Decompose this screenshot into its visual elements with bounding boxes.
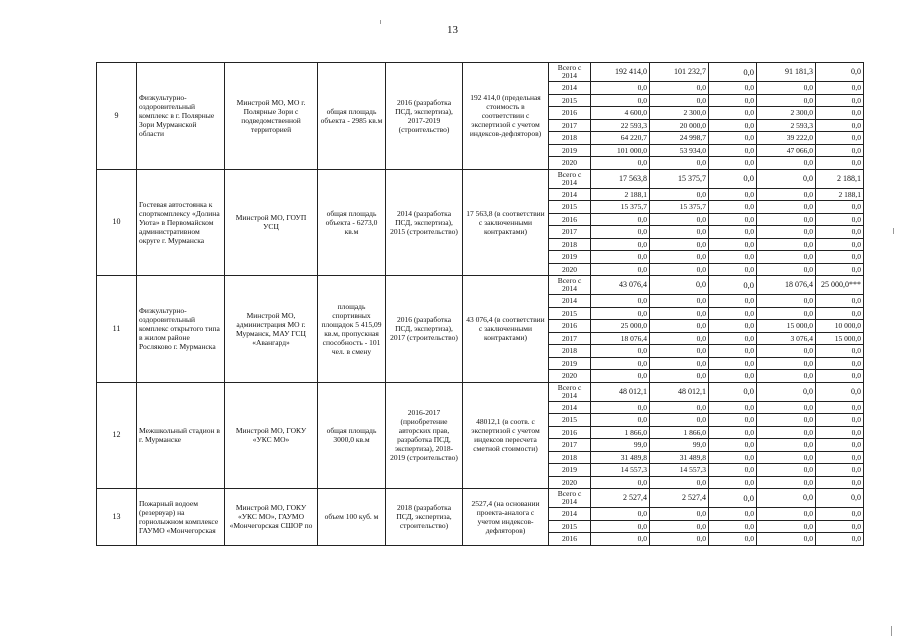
value-cell: 0,0 [650,533,709,546]
table-row [97,382,864,401]
value-cell: 0,0 [757,426,816,439]
value-cell: 15 375,7 [650,169,709,188]
value-cell: 31 489,8 [591,451,650,464]
value-cell: 0,0 [709,213,757,226]
year-cell: Всего с 2014 [549,169,591,188]
value-cell: 0,0 [709,426,757,439]
value-cell: 0,0 [709,401,757,414]
value-cell: 0,0 [591,213,650,226]
value-cell: 0,0 [591,251,650,264]
value-cell: 0,0 [709,119,757,132]
value-cell: 2 527,4 [591,489,650,508]
year-cell: 2016 [549,107,591,120]
year-cell: 2016 [549,213,591,226]
value-cell: 0,0 [757,201,816,214]
year-cell: 2016 [549,426,591,439]
object-capacity: общая площадь 3000,0 кв.м [318,382,386,489]
value-cell: 0,0 [591,263,650,276]
value-cell: 101 000,0 [591,144,650,157]
object-cost: 192 414,0 (предельная стоимость в соответствии с экспертизой с учетом индексов-дефляторов) [463,63,549,170]
year-cell: 2020 [549,157,591,170]
value-cell: 0,0 [757,94,816,107]
value-cell: 2 188,1 [816,169,864,188]
value-cell: 0,0 [650,94,709,107]
value-cell: 0,0 [650,226,709,239]
object-number: 12 [97,382,137,489]
value-cell: 0,0 [709,370,757,383]
table-row [97,63,864,82]
value-cell: 0,0 [816,533,864,546]
value-cell: 17 563,8 [591,169,650,188]
value-cell: 0,0 [650,401,709,414]
object-name: Пожарный водоем (резервуар) на горнолыжном комплексе ГАУМО «Мончегорская [137,489,225,546]
value-cell: 0,0 [757,401,816,414]
value-cell: 0,0 [591,520,650,533]
value-cell: 1 866,0 [591,426,650,439]
table-row [97,489,864,508]
value-cell: 0,0 [757,357,816,370]
value-cell: 0,0 [816,119,864,132]
value-cell: 0,0 [591,82,650,95]
object-cost: 48012,1 (в соотв. с экспертизой с учетом индексов пересчета сметной стоимости) [463,382,549,489]
value-cell: 0,0 [816,464,864,477]
year-cell: 2020 [549,370,591,383]
value-cell: 0,0 [757,263,816,276]
value-cell: 0,0 [650,276,709,295]
value-cell: 53 934,0 [650,144,709,157]
value-cell: 0,0 [816,157,864,170]
scan-mark [380,20,381,24]
value-cell: 0,0 [709,520,757,533]
object-period: 2018 (разработка ПСД, экспертиза, строительство) [386,489,463,546]
object-customer: Минстрой МО, ГОКУ «УКС МО», ГАУМО «Мончегорская СШОР по [225,489,318,546]
value-cell: 0,0 [757,157,816,170]
value-cell: 0,0 [816,345,864,358]
object-customer: Минстрой МО, ГОКУ «УКС МО» [225,382,318,489]
year-cell: 2019 [549,251,591,264]
value-cell: 0,0 [816,439,864,452]
value-cell: 0,0 [709,226,757,239]
value-cell: 0,0 [757,169,816,188]
object-capacity: объем 100 куб. м [318,489,386,546]
value-cell: 0,0 [816,414,864,427]
value-cell: 0,0 [650,238,709,251]
value-cell: 0,0 [757,451,816,464]
value-cell: 25 000,0 [591,320,650,333]
value-cell: 3 076,4 [757,332,816,345]
object-name: Физкультурно-оздоровительный комплекс открытого типа в жилом районе Росляково г. Мурманска [137,276,225,383]
year-cell: 2019 [549,144,591,157]
year-cell: 2017 [549,439,591,452]
year-cell: 2015 [549,520,591,533]
value-cell: 0,0 [816,251,864,264]
value-cell: 0,0 [816,201,864,214]
scan-mark [891,626,892,636]
value-cell: 0,0 [709,82,757,95]
object-cost: 2527,4 (на основании проекта-аналога с учетом индексов-дефляторов) [463,489,549,546]
value-cell: 0,0 [816,382,864,401]
value-cell: 2 527,4 [650,489,709,508]
value-cell: 0,0 [709,169,757,188]
value-cell: 15 375,7 [591,201,650,214]
value-cell: 0,0 [709,345,757,358]
value-cell: 0,0 [709,263,757,276]
value-cell: 0,0 [650,157,709,170]
value-cell: 0,0 [709,63,757,82]
table-row [97,169,864,188]
value-cell: 0,0 [591,357,650,370]
value-cell: 0,0 [757,238,816,251]
value-cell: 0,0 [816,357,864,370]
value-cell: 0,0 [816,213,864,226]
value-cell: 0,0 [709,489,757,508]
value-cell: 0,0 [709,464,757,477]
value-cell: 91 181,3 [757,63,816,82]
year-cell: 2017 [549,226,591,239]
value-cell: 0,0 [650,508,709,521]
object-number: 13 [97,489,137,546]
value-cell: 2 188,1 [591,188,650,201]
value-cell: 0,0 [709,107,757,120]
value-cell: 0,0 [757,464,816,477]
value-cell: 0,0 [591,226,650,239]
year-cell: 2020 [549,263,591,276]
page-number: 13 [447,24,458,36]
year-cell: 2015 [549,201,591,214]
value-cell: 0,0 [757,508,816,521]
value-cell: 0,0 [650,320,709,333]
year-cell: 2017 [549,119,591,132]
object-period: 2016 (разработка ПСД, экспертиза), 2017-2019 (строительство) [386,63,463,170]
year-cell: Всего с 2014 [549,382,591,401]
table-row [97,276,864,295]
value-cell: 0,0 [757,533,816,546]
value-cell: 101 232,7 [650,63,709,82]
object-capacity: площадь спортивных площадок 5 415,09 кв.м, пропускная способность - 101 чел. в смену [318,276,386,383]
value-cell: 0,0 [757,345,816,358]
value-cell: 0,0 [650,414,709,427]
value-cell: 0,0 [650,307,709,320]
object-name: Физкультурно-оздоровительный комплекс в г. Полярные Зори Мурманской области [137,63,225,170]
value-cell: 0,0 [709,144,757,157]
value-cell: 0,0 [816,426,864,439]
value-cell: 0,0 [757,382,816,401]
value-cell: 1 866,0 [650,426,709,439]
scan-mark [893,228,894,234]
value-cell: 0,0 [709,320,757,333]
value-cell: 0,0 [816,263,864,276]
value-cell: 0,0 [709,276,757,295]
value-cell: 15 000,0 [816,332,864,345]
year-cell: 2019 [549,357,591,370]
value-cell: 0,0 [757,295,816,308]
value-cell: 48 012,1 [650,382,709,401]
value-cell: 14 557,3 [650,464,709,477]
value-cell: 0,0 [757,251,816,264]
value-cell: 0,0 [816,144,864,157]
year-cell: 2015 [549,414,591,427]
value-cell: 0,0 [709,295,757,308]
value-cell: 43 076,4 [591,276,650,295]
value-cell: 10 000,0 [816,320,864,333]
object-capacity: общая площадь объекта - 6273,0 кв.м [318,169,386,276]
value-cell: 0,0 [816,226,864,239]
year-cell: 2017 [549,332,591,345]
value-cell: 0,0 [650,370,709,383]
value-cell: 0,0 [757,414,816,427]
value-cell: 0,0 [591,94,650,107]
value-cell: 0,0 [591,533,650,546]
year-cell: 2018 [549,238,591,251]
value-cell: 0,0 [757,489,816,508]
object-number: 11 [97,276,137,383]
object-number: 10 [97,169,137,276]
value-cell: 0,0 [709,201,757,214]
value-cell: 64 220,7 [591,132,650,145]
object-name: Гостевая автостоянка к спорткомплексу «Долина Уюта» в Первомайском административном округе г. Мурманска [137,169,225,276]
year-cell: Всего с 2014 [549,276,591,295]
object-period: 2014 (разработка ПСД, экспертиза), 2015 (строительство) [386,169,463,276]
value-cell: 0,0 [816,508,864,521]
value-cell: 0,0 [650,82,709,95]
year-cell: 2018 [549,132,591,145]
value-cell: 0,0 [709,251,757,264]
value-cell: 192 414,0 [591,63,650,82]
value-cell: 0,0 [709,332,757,345]
value-cell: 0,0 [816,401,864,414]
value-cell: 0,0 [816,63,864,82]
value-cell: 0,0 [709,451,757,464]
value-cell: 15 000,0 [757,320,816,333]
value-cell: 0,0 [591,401,650,414]
value-cell: 0,0 [591,238,650,251]
value-cell: 0,0 [591,476,650,489]
value-cell: 0,0 [757,213,816,226]
value-cell: 0,0 [816,107,864,120]
value-cell: 18 076,4 [757,276,816,295]
value-cell: 99,0 [591,439,650,452]
value-cell: 2 300,0 [650,107,709,120]
value-cell: 0,0 [816,295,864,308]
value-cell: 31 489,8 [650,451,709,464]
value-cell: 47 066,0 [757,144,816,157]
year-cell: 2014 [549,188,591,201]
year-cell: 2018 [549,345,591,358]
value-cell: 0,0 [591,370,650,383]
value-cell: 0,0 [816,132,864,145]
value-cell: 0,0 [709,307,757,320]
year-cell: 2014 [549,295,591,308]
value-cell: 0,0 [650,263,709,276]
value-cell: 0,0 [591,295,650,308]
value-cell: 20 000,0 [650,119,709,132]
value-cell: 2 188,1 [816,188,864,201]
year-cell: 2020 [549,476,591,489]
value-cell: 0,0 [650,188,709,201]
year-cell: 2019 [549,464,591,477]
value-cell: 0,0 [650,251,709,264]
value-cell: 0,0 [709,508,757,521]
object-cost: 17 563,8 (в соответствии с заключенными контрактами) [463,169,549,276]
object-customer: Минстрой МО, МО г. Полярные Зори с подведомственной территорией [225,63,318,170]
value-cell: 0,0 [757,188,816,201]
year-cell: Всего с 2014 [549,489,591,508]
value-cell: 0,0 [757,82,816,95]
object-period: 2016-2017 (приобретение авторских прав, разработка ПСД, экспертиза), 2018-2019 (строительство) [386,382,463,489]
value-cell: 0,0 [709,132,757,145]
value-cell: 0,0 [591,307,650,320]
value-cell: 14 557,3 [591,464,650,477]
value-cell: 0,0 [816,489,864,508]
value-cell: 0,0 [709,94,757,107]
value-cell: 0,0 [650,332,709,345]
value-cell: 2 593,3 [757,119,816,132]
value-cell: 0,0 [816,82,864,95]
object-customer: Минстрой МО, администрация МО г. Мурманск, МАУ ГСЦ «Авангард» [225,276,318,383]
value-cell: 0,0 [757,226,816,239]
value-cell: 0,0 [757,370,816,383]
object-customer: Минстрой МО, ГОУП УСЦ [225,169,318,276]
value-cell: 0,0 [709,382,757,401]
value-cell: 0,0 [591,157,650,170]
year-cell: 2014 [549,401,591,414]
object-cost: 43 076,4 (в соответствии с заключенными контрактами) [463,276,549,383]
value-cell: 0,0 [709,414,757,427]
value-cell: 39 222,0 [757,132,816,145]
value-cell: 0,0 [757,307,816,320]
value-cell: 0,0 [709,476,757,489]
object-period: 2016 (разработка ПСД, экспертиза), 2017 (строительство) [386,276,463,383]
object-capacity: общая площадь объекта - 2985 кв.м [318,63,386,170]
year-cell: 2014 [549,82,591,95]
year-cell: 2016 [549,320,591,333]
value-cell: 18 076,4 [591,332,650,345]
value-cell: 0,0 [709,188,757,201]
value-cell: 0,0 [650,295,709,308]
year-cell: 2016 [549,533,591,546]
value-cell: 0,0 [757,476,816,489]
value-cell: 0,0 [650,520,709,533]
value-cell: 22 593,3 [591,119,650,132]
value-cell: 15 375,7 [650,201,709,214]
value-cell: 0,0 [650,357,709,370]
value-cell: 0,0 [709,439,757,452]
value-cell: 0,0 [650,476,709,489]
year-cell: 2014 [549,508,591,521]
value-cell: 0,0 [591,508,650,521]
object-name: Межшкольный стадион в г. Мурманске [137,382,225,489]
value-cell: 25 000,0*** [816,276,864,295]
value-cell: 0,0 [591,414,650,427]
value-cell: 2 300,0 [757,107,816,120]
value-cell: 48 012,1 [591,382,650,401]
value-cell: 24 998,7 [650,132,709,145]
year-cell: 2015 [549,94,591,107]
value-cell: 0,0 [816,370,864,383]
value-cell: 0,0 [709,533,757,546]
value-cell: 0,0 [757,520,816,533]
value-cell: 0,0 [709,357,757,370]
value-cell: 0,0 [816,476,864,489]
value-cell: 0,0 [650,345,709,358]
value-cell: 0,0 [650,213,709,226]
year-cell: 2018 [549,451,591,464]
value-cell: 0,0 [816,520,864,533]
value-cell: 0,0 [709,157,757,170]
value-cell: 0,0 [816,451,864,464]
value-cell: 0,0 [591,345,650,358]
value-cell: 99,0 [650,439,709,452]
value-cell: 0,0 [709,238,757,251]
value-cell: 0,0 [757,439,816,452]
year-cell: 2015 [549,307,591,320]
program-table [96,62,864,546]
value-cell: 0,0 [816,238,864,251]
value-cell: 0,0 [816,94,864,107]
year-cell: Всего с 2014 [549,63,591,82]
object-number: 9 [97,63,137,170]
value-cell: 4 600,0 [591,107,650,120]
value-cell: 0,0 [816,307,864,320]
